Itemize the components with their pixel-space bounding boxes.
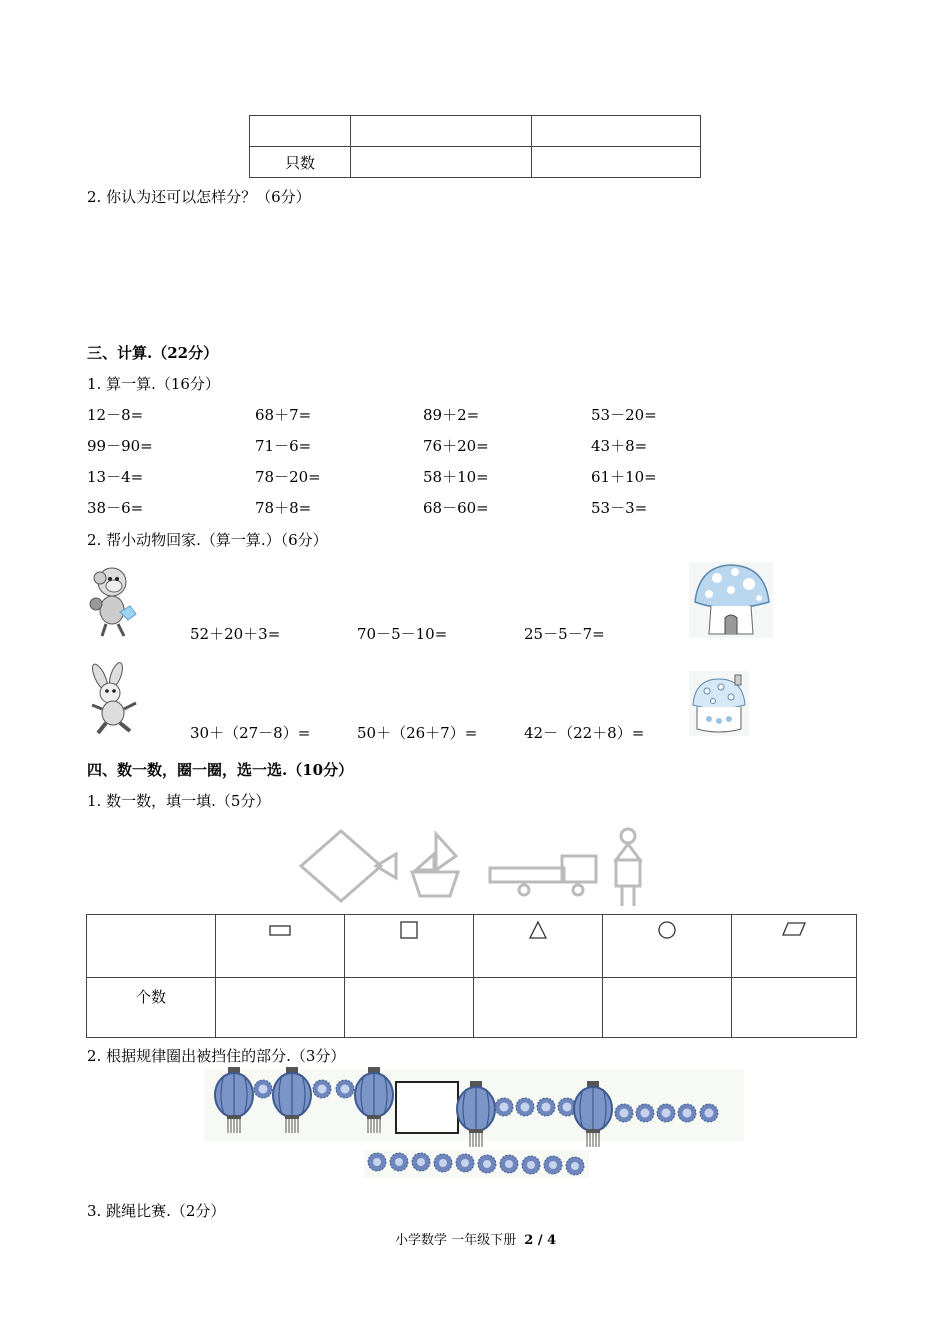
section-4-title: 四、数一数，圈一圈，选一选.（10分）: [87, 761, 354, 779]
section-3-title: 三、计算.（22分）: [87, 344, 219, 362]
section-4-q2: 2. 根据规律圈出被挡住的部分.（3分）: [87, 1047, 346, 1065]
circle-icon: [657, 921, 677, 939]
lantern-pattern-illustration: [204, 1069, 744, 1141]
equation: 61＋10=: [591, 468, 657, 486]
equation: 78＋8=: [255, 499, 312, 517]
equation: 68＋7=: [255, 406, 312, 424]
shape-figures-illustration: [296, 826, 646, 908]
mushroom-house-icon: [689, 562, 773, 638]
top-table-cell: [250, 116, 351, 147]
equation: 78－20=: [255, 468, 321, 486]
animal-equation: 70－5－10=: [357, 625, 448, 643]
top-table: [249, 115, 701, 178]
count-answer-cell: [345, 978, 474, 1038]
equation: 89＋2=: [423, 406, 480, 424]
equation: 12－8=: [87, 406, 144, 424]
equation: 71－6=: [255, 437, 312, 455]
rectangle-icon: [269, 925, 291, 937]
equation-grid: [87, 404, 787, 529]
flower-row-illustration: [364, 1150, 589, 1178]
monkey-icon: [86, 564, 140, 638]
section-4-q1: 1. 数一数，填一填.（5分）: [87, 792, 271, 810]
mushroom-house-icon: [689, 671, 749, 736]
equation: 13－4=: [87, 468, 144, 486]
table-header-cell: [345, 915, 474, 978]
rabbit-icon: [86, 663, 142, 736]
equation: 58＋10=: [423, 468, 489, 486]
equation: 53－20=: [591, 406, 657, 424]
equation: 53－3=: [591, 499, 648, 517]
page-number: 2 / 4: [524, 1233, 557, 1248]
shape-count-table: [86, 914, 857, 1038]
table-header-cell: [732, 915, 857, 978]
equation: 99－90=: [87, 437, 153, 455]
animal-equation: 42－（22＋8）=: [524, 724, 645, 742]
animal-equation: 52＋20＋3=: [190, 625, 281, 643]
top-table-cell: [532, 147, 701, 178]
section-3-q1: 1. 算一算.（16分）: [87, 375, 220, 393]
equation: 76＋20=: [423, 437, 489, 455]
page-footer: [395, 1229, 556, 1248]
count-answer-cell: [603, 978, 732, 1038]
top-table-cell: [351, 147, 532, 178]
table-header-cell: [603, 915, 732, 978]
count-label-cell: 个数: [87, 978, 216, 1038]
table-corner-cell: [87, 915, 216, 978]
footer-text: 小学数学 一年级下册: [395, 1233, 517, 1248]
animal-equation: 50＋（26＋7）=: [357, 724, 478, 742]
question-2-2: 2. 你认为还可以怎样分？（6分）: [87, 188, 311, 206]
top-table-cell: [351, 116, 532, 147]
parallelogram-icon: [782, 922, 806, 936]
equation: 43＋8=: [591, 437, 648, 455]
count-answer-cell: [732, 978, 857, 1038]
square-icon: [400, 921, 418, 939]
count-answer-cell: [216, 978, 345, 1038]
top-table-cell: [532, 116, 701, 147]
animal-equation: 25－5－7=: [524, 625, 605, 643]
animal-equation: 30＋（27－8）=: [190, 724, 311, 742]
top-table-label-cell: 只数: [250, 147, 351, 178]
equation: 68－60=: [423, 499, 489, 517]
section-3-q2: 2. 帮小动物回家.（算一算.）（6分）: [87, 531, 328, 549]
table-header-cell: [474, 915, 603, 978]
count-answer-cell: [474, 978, 603, 1038]
triangle-icon: [529, 921, 547, 939]
table-header-cell: [216, 915, 345, 978]
equation: 38－6=: [87, 499, 144, 517]
section-4-q3: 3. 跳绳比赛.（2分）: [87, 1202, 226, 1220]
